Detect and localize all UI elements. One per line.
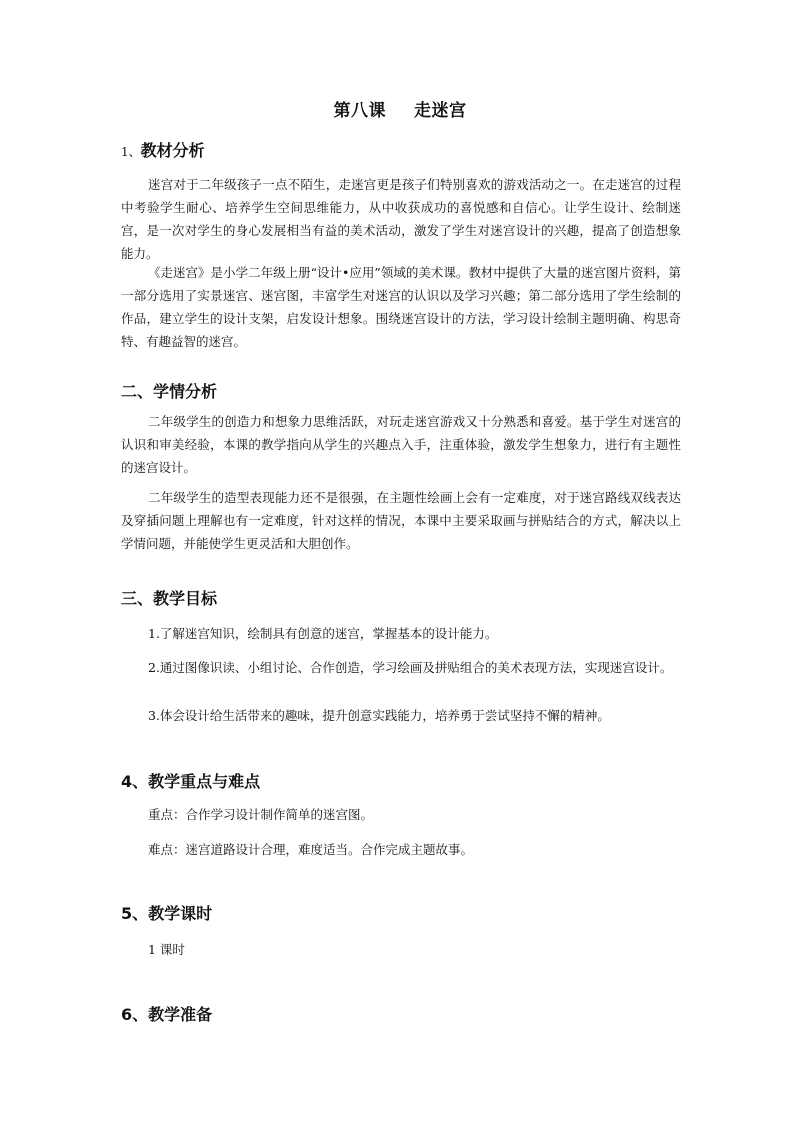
section-6-heading: 6、教学准备 bbox=[121, 1005, 213, 1024]
lesson-title bbox=[0, 99, 800, 123]
section-2-paragraph-2: 二年级学生的造型表现能力还不是很强，在主题性绘画上会有一定难度，对于迷宫路线双线表达及穿插问题上理解也有一定难度，针对这样的情况，本课中主要采取画与拼贴结合的方式，解决以上学情问题，并能使学生更灵活和大胆创作。 bbox=[121, 490, 681, 551]
section-4-difficulty: 难点：迷宫道路设计合理，难度适当。合作完成主题故事。 bbox=[148, 842, 474, 857]
section-1-paragraph-2: 《走迷宫》是小学二年级上册“设计•应用”领域的美术课。教材中提供了大量的迷宫图片资料，第一部分选用了实景迷宫、迷宫图，丰富学生对迷宫的认识以及学习兴趣；第二部分选用了学生绘制的作品，建立学生的设计支架，启发设计想象。围绕迷宫设计的方法，学习设计绘制主题明确、构思奇特、有趣益智的迷宫。 bbox=[121, 265, 681, 349]
section-1-title: 教材分析 bbox=[140, 141, 205, 160]
section-4-heading: 4、教学重点与难点 bbox=[121, 772, 261, 791]
lesson-name: 走迷宫 bbox=[414, 101, 467, 121]
section-2-paragraph-1: 二年级学生的创造力和想象力思维活跃，对玩走迷宫游戏又十分熟悉和喜爱。基于学生对迷宫的认识和审美经验，本课的教学指向从学生的兴趣点入手，注重体验，激发学生想象力，进行有主题性的迷宫设计。 bbox=[121, 414, 681, 475]
section-2-heading: 二、学情分析 bbox=[121, 382, 218, 401]
section-1-paragraph-1: 迷宫对于二年级孩子一点不陌生，走迷宫更是孩子们特别喜欢的游戏活动之一。在走迷宫的过程中考验学生耐心、培养学生空间思维能力，从中收获成功的喜悦感和自信心。让学生设计、绘制迷宫，是一次对学生的身心发展相当有益的美术活动，激发了学生对迷宫设计的兴趣，提高了创造想象能力。 bbox=[121, 177, 681, 261]
section-1-number: 1、 bbox=[121, 145, 141, 159]
section-5-hours: 1 课时 bbox=[148, 942, 185, 957]
lesson-number: 第八课 bbox=[333, 101, 386, 121]
section-4-key-point: 重点：合作学习设计制作简单的迷宫图。 bbox=[148, 807, 374, 822]
section-1-heading bbox=[121, 140, 205, 163]
section-5-heading: 5、教学课时 bbox=[121, 904, 213, 923]
section-3-goal-1: 1.了解迷宫知识，绘制具有创意的迷宫，掌握基本的设计能力。 bbox=[148, 626, 498, 641]
section-3-goal-3: 3.体会设计给生活带来的趣味，提升创意实践能力，培养勇于尝试坚持不懈的精神。 bbox=[148, 708, 610, 723]
section-3-goal-2: 2.通过图像识读、小组讨论、合作创造，学习绘画及拼贴组合的美术表现方法，实现迷宫设计。 bbox=[148, 660, 673, 675]
section-3-heading: 三、教学目标 bbox=[121, 589, 218, 608]
